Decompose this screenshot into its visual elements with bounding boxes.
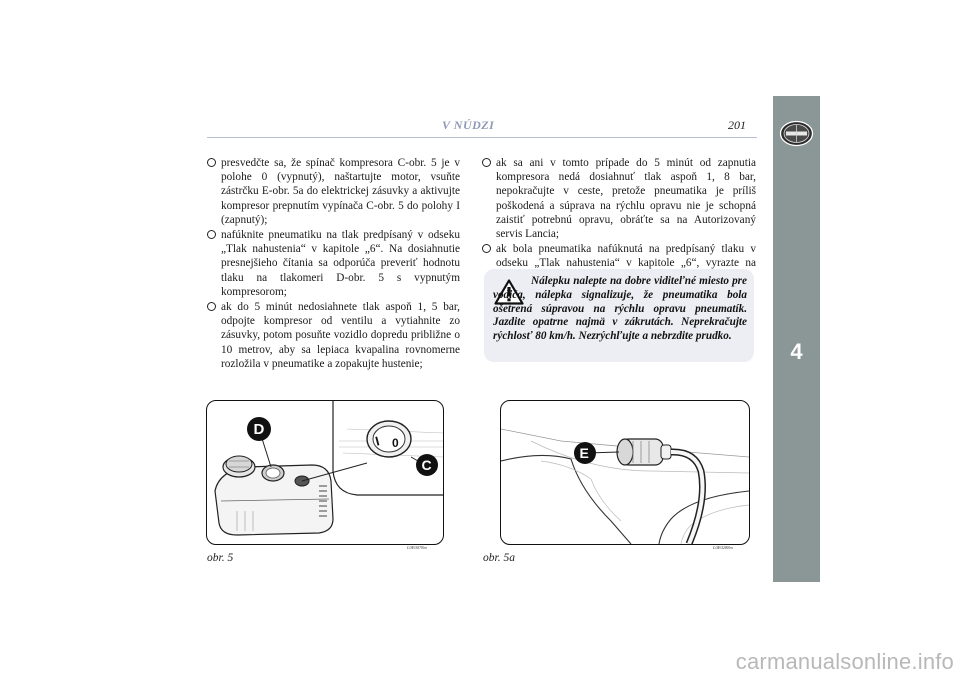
left-text-column — [207, 156, 460, 372]
warning-box — [484, 269, 754, 362]
callout-c: C — [421, 457, 432, 473]
header-divider — [207, 137, 757, 138]
figure-compressor — [206, 400, 444, 545]
figure-caption: obr. 5 — [207, 552, 234, 564]
switch-label-on: I — [373, 433, 381, 449]
page-number: 201 — [728, 118, 746, 132]
bullet-circle-icon — [207, 230, 216, 239]
bullet-circle-icon — [482, 158, 491, 167]
list-item-text: ak bola pneumatika nafúknutá na predpísaný tlaku v odseku „Tlak nahustenia“ v kapitole „6“, vyrazte na — [496, 243, 756, 270]
bullet-circle-icon — [482, 244, 491, 253]
warning-text: Nálepku nalepte na dobre viditeľné miesto pre vodiča, nálepka signalizuje, že pneumatika bola ošetrená súpravou na rýchlu opravu pneumatík. Jazdite opatrne najmä v zákrutách. Neprekračujte rýchlosť 80 km/h. Nezrýchľujte a nebrzdite prudko. — [493, 275, 747, 343]
list-item-text: ak do 5 minút nedosiahnete tlak aspoň 1, 5 bar, odpojte kompresor od ventilu a vytiahnite zo zásuvky, potom posuňte vozidlo dopredu približne o 10 metrov, aby sa lepiaca kvapalina rovnomerne rozložila v pneumatike a zopakujte hustenie; — [221, 301, 460, 370]
bullet-circle-icon — [207, 302, 216, 311]
figure-code: L0E0288m — [713, 545, 733, 550]
lancia-shield-icon — [779, 120, 814, 147]
compressor-illustration — [207, 401, 443, 544]
list-item — [207, 228, 460, 299]
list-item-text: nafúknite pneumatiku na tlak predpísaný v odseku „Tlak nahustenia“ v kapitole „6“. Na dosiahnutie presnejšieho čítania sa odporúča preveriť hodnotu tlaku na tlakomeri D-obr. 5 s vypnutým kompresorom; — [221, 229, 460, 298]
list-item — [482, 156, 756, 241]
figure-code: L0E0078m — [407, 545, 427, 550]
chapter-number: 4 — [790, 339, 803, 364]
list-item — [207, 156, 460, 227]
callout-e: E — [579, 445, 589, 461]
page-header-title: V NÚDZI — [442, 118, 495, 132]
list-item-text: ak sa ani v tomto prípade do 5 minút od zapnutia kompresora nedá dosiahnuť tlak aspoň 1, 8 bar, nepokračujte v ceste, pretože pneumatika je príliš poškodená a súprava na rýchlu opravu nie je schopná zaistiť potrebnú opravu, obráťte sa na Autorizovaný servis Lancia; — [496, 157, 756, 241]
callout-d: D — [253, 421, 265, 438]
bullet-circle-icon — [207, 158, 216, 167]
list-item — [207, 300, 460, 371]
footer-watermark: carmanualsonline.info — [735, 649, 954, 674]
figure-caption: obr. 5a — [483, 552, 515, 564]
socket-illustration — [501, 401, 749, 544]
right-text-column — [482, 156, 756, 286]
figure-socket — [500, 400, 750, 545]
chapter-side-tab — [773, 96, 820, 582]
switch-label-off: 0 — [392, 436, 399, 450]
list-item-text: presvedčte sa, že spínač kompresora C-obr. 5 je v polohe 0 (vypnutý), naštartujte motor, vsuňte zástrčku E-obr. 5a do elektrickej zásuvky a aktivujte kompresor prepnutím vypínača C-obr. 5 do polohy I (zapnutý); — [221, 157, 460, 226]
